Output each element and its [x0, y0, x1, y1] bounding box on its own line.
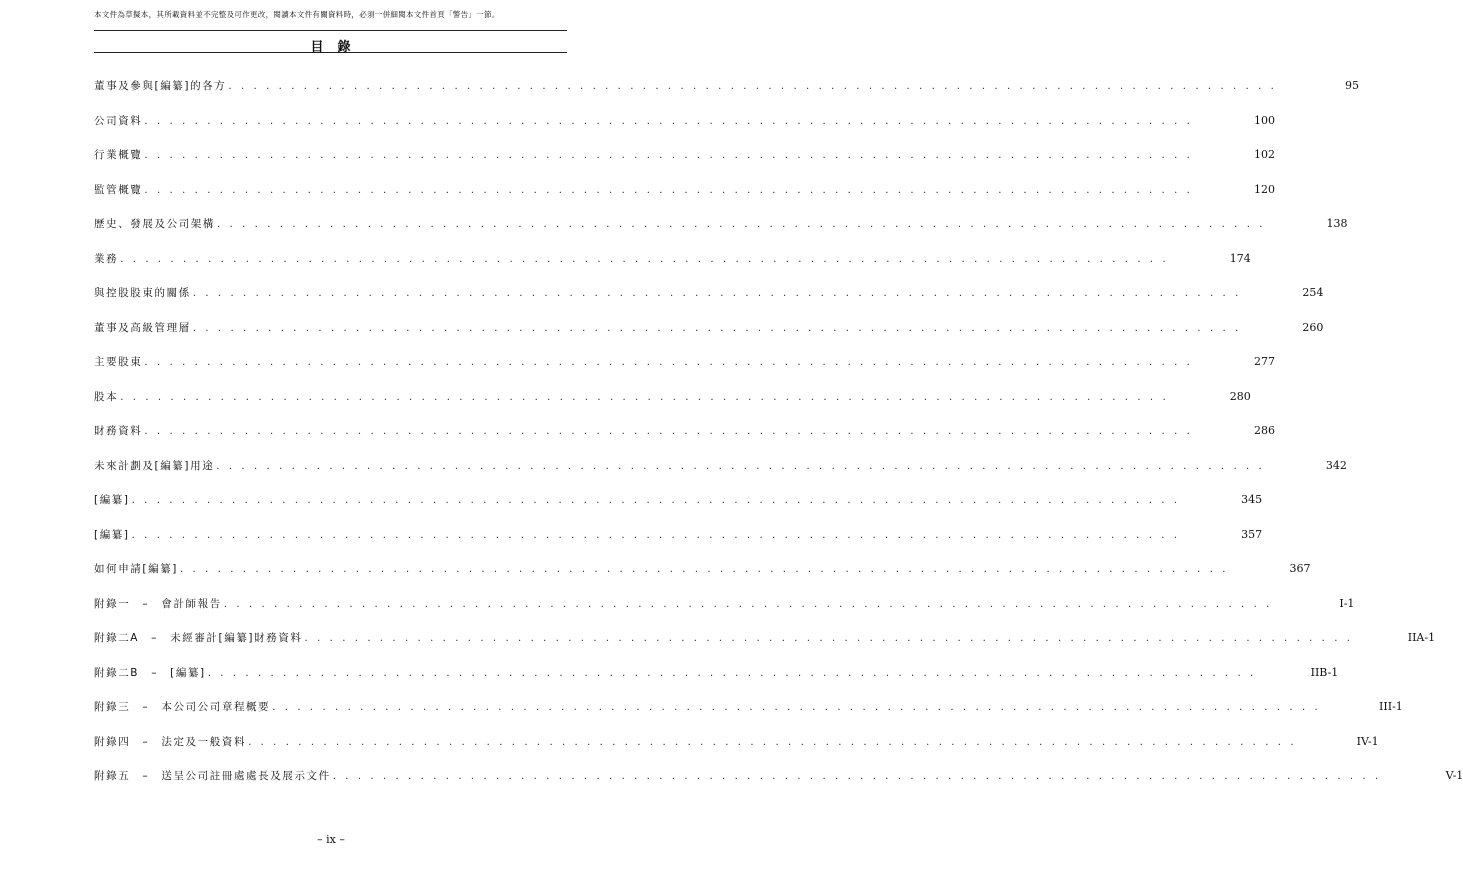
toc-entry-page: 138 — [1326, 217, 1348, 230]
toc-entry-page: 345 — [1241, 493, 1263, 506]
toc-leader-dots: . . . . . . . . . . . . . . . . . . . . . . . . . . . . . . . . . . . . . . . . . . . . . . . . . . . . . . . . . . . . . . . . . . . . . . . . . . . . . . . . . . . . — [120, 391, 1169, 403]
toc-entry[interactable] — [94, 734, 1379, 769]
toc-leader-dots: . . . . . . . . . . . . . . . . . . . . . . . . . . . . . . . . . . . . . . . . . . . . . . . . . . . . . . . . . . . . . . . . . . . . . . . . . . . . . . . . . . . . — [144, 184, 1193, 196]
toc-entry-page: I-1 — [1339, 596, 1355, 610]
toc-entry-page: 357 — [1241, 527, 1263, 541]
toc-leader-dots: . . . . . . . . . . . . . . . . . . . . . . . . . . . . . . . . . . . . . . . . . . . . . . . . . . . . . . . . . . . . . . . . . . . . . . . . . . . . . . . . . . . . — [144, 357, 1193, 368]
toc-entry-page: IIB-1 — [1310, 665, 1339, 679]
toc-leader-dots: . . . . . . . . . . . . . . . . . . . . . . . . . . . . . . . . . . . . . . . . . . . . . . . . . . . . . . . . . . . . . . . . . . . . . . . . . . . . . . . . . . . . — [248, 736, 1297, 748]
toc-leader-dots: . . . . . . . . . . . . . . . . . . . . . . . . . . . . . . . . . . . . . . . . . . . . . . . . . . . . . . . . . . . . . . . . . . . . . . . . . . . . . . . . . . . . — [216, 460, 1265, 472]
toc-entry-page: IV-1 — [1356, 734, 1379, 748]
toc-entry-title: 附錄五 – 送呈公司註冊處處長及展示文件 — [94, 770, 331, 782]
toc-leader-dots: . . . . . . . . . . . . . . . . . . . . . . . . . . . . . . . . . . . . . . . . . . . . . . . . . . . . . . . . . . . . . . . . . . . . . . . . . . . . . . . . . . . . — [217, 219, 1266, 230]
toc-entry-title: 公司資料 — [94, 114, 143, 127]
toc-leader-dots: . . . . . . . . . . . . . . . . . . . . . . . . . . . . . . . . . . . . . . . . . . . . . . . . . . . . . . . . . . . . . . . . . . . . . . . . . . . . . . . . . . . . — [180, 564, 1229, 575]
toc-entry-page: 280 — [1229, 389, 1251, 403]
toc-entry-page: 95 — [1344, 79, 1359, 92]
toc-entry-title: 業務 — [94, 252, 119, 265]
toc-entry[interactable] — [94, 458, 1347, 493]
toc-entry[interactable] — [94, 78, 1359, 113]
toc-entry[interactable] — [94, 492, 1263, 527]
toc-leader-dots: . . . . . . . . . . . . . . . . . . . . . . . . . . . . . . . . . . . . . . . . . . . . . . . . . . . . . . . . . . . . . . . . . . . . . . . . . . . . . . . . . . . . — [131, 495, 1181, 506]
toc-entry-page: IIA-1 — [1407, 631, 1436, 644]
toc-entry-page: 277 — [1253, 355, 1275, 368]
toc-leader-dots: . . . . . . . . . . . . . . . . . . . . . . . . . . . . . . . . . . . . . . . . . . . . . . . . . . . . . . . . . . . . . . . . . . . . . . . . . . . . . . . . . . . . — [272, 702, 1321, 713]
toc-leader-dots: . . . . . . . . . . . . . . . . . . . . . . . . . . . . . . . . . . . . . . . . . . . . . . . . . . . . . . . . . . . . . . . . . . . . . . . . . . . . . . . . . . . . — [192, 288, 1242, 299]
toc-leader-dots: . . . . . . . . . . . . . . . . . . . . . . . . . . . . . . . . . . . . . . . . . . . . . . . . . . . . . . . . . . . . . . . . . . . . . . . . . . . . . . . . . . . . — [228, 81, 1277, 92]
toc-entry[interactable] — [94, 699, 1403, 734]
toc-leader-dots: . . . . . . . . . . . . . . . . . . . . . . . . . . . . . . . . . . . . . . . . . . . . . . . . . . . . . . . . . . . . . . . . . . . . . . . . . . . . . . . . . . . . — [192, 322, 1242, 334]
toc-leader-dots: . . . . . . . . . . . . . . . . . . . . . . . . . . . . . . . . . . . . . . . . . . . . . . . . . . . . . . . . . . . . . . . . . . . . . . . . . . . . . . . . . . . . — [144, 150, 1193, 161]
draft-disclaimer: 本文件為草擬本，其所載資料並不完整及可作更改，閱讀本文件有關資料時，必須一併細閱本文件首頁「警告」一節。 — [94, 10, 500, 19]
page-number: – ix – — [317, 833, 345, 846]
toc-leader-dots: . . . . . . . . . . . . . . . . . . . . . . . . . . . . . . . . . . . . . . . . . . . . . . . . . . . . . . . . . . . . . . . . . . . . . . . . . . . . . . . . . . . . — [332, 771, 1382, 782]
toc-leader-dots: . . . . . . . . . . . . . . . . . . . . . . . . . . . . . . . . . . . . . . . . . . . . . . . . . . . . . . . . . . . . . . . . . . . . . . . . . . . . . . . . . . . . — [144, 115, 1193, 127]
page-title: 目錄 — [310, 40, 365, 55]
toc-entry-page: 254 — [1302, 286, 1324, 299]
toc-entry[interactable] — [94, 561, 1311, 596]
toc-entry[interactable] — [94, 147, 1275, 182]
toc-entry[interactable] — [94, 630, 1436, 665]
header-top-rule — [94, 30, 567, 31]
toc-entry-title: 附錄一 – 會計師報告 — [94, 597, 222, 610]
toc-leader-dots: . . . . . . . . . . . . . . . . . . . . . . . . . . . . . . . . . . . . . . . . . . . . . . . . . . . . . . . . . . . . . . . . . . . . . . . . . . . . . . . . . . . . — [304, 633, 1354, 644]
toc-leader-dots: . . . . . . . . . . . . . . . . . . . . . . . . . . . . . . . . . . . . . . . . . . . . . . . . . . . . . . . . . . . . . . . . . . . . . . . . . . . . . . . . . . . . — [144, 426, 1193, 437]
toc-entry[interactable] — [94, 113, 1275, 148]
toc-entry-title: 未來計劃及[編纂]用途 — [94, 459, 215, 472]
toc-entry-title: 與控股股東的關係 — [94, 287, 191, 299]
toc-entry-page: 120 — [1253, 182, 1275, 196]
toc-entry-page: 174 — [1229, 251, 1251, 265]
toc-leader-dots: . . . . . . . . . . . . . . . . . . . . . . . . . . . . . . . . . . . . . . . . . . . . . . . . . . . . . . . . . . . . . . . . . . . . . . . . . . . . . . . . . . . . — [207, 667, 1257, 679]
toc-entry-title: 行業概覽 — [94, 149, 143, 161]
toc-entry[interactable] — [94, 285, 1324, 320]
toc-entry-title: 財務資料 — [94, 425, 143, 437]
toc-entry-title: 歷史、發展及公司架構 — [94, 218, 215, 230]
toc-leader-dots: . . . . . . . . . . . . . . . . . . . . . . . . . . . . . . . . . . . . . . . . . . . . . . . . . . . . . . . . . . . . . . . . . . . . . . . . . . . . . . . . . . . . — [223, 598, 1273, 610]
toc-entry[interactable] — [94, 768, 1463, 803]
toc-entry[interactable] — [94, 596, 1355, 631]
toc-entry-title: [編纂] — [94, 494, 130, 506]
header-bottom-rule — [94, 52, 567, 53]
toc-entry-title: 附錄三 – 本公司公司章程概要 — [94, 701, 271, 713]
toc-entry-page: III-1 — [1379, 700, 1403, 713]
toc-entry-page: 342 — [1325, 458, 1347, 472]
toc-entry-title: [編纂] — [94, 528, 130, 541]
toc-entry-title: 附錄二A – 未經審計[編纂]財務資料 — [94, 632, 303, 644]
toc-leader-dots: . . . . . . . . . . . . . . . . . . . . . . . . . . . . . . . . . . . . . . . . . . . . . . . . . . . . . . . . . . . . . . . . . . . . . . . . . . . . . . . . . . . . — [131, 529, 1181, 541]
toc-entry[interactable] — [94, 354, 1275, 389]
toc-entry[interactable] — [94, 216, 1348, 251]
toc-entry[interactable] — [94, 527, 1263, 562]
toc-entry-title: 主要股東 — [94, 356, 143, 368]
toc-entry-title: 股本 — [94, 390, 119, 403]
toc-entry[interactable] — [94, 665, 1339, 700]
toc-entry[interactable] — [94, 182, 1275, 217]
toc-entry-title: 如何申請[編纂] — [94, 563, 178, 575]
toc-entry-title: 監管概覽 — [94, 183, 143, 196]
toc-entry-title: 董事及高級管理層 — [94, 321, 191, 334]
toc-entry-page: 286 — [1253, 424, 1275, 437]
toc-entry-page: 100 — [1253, 113, 1275, 127]
table-of-contents — [94, 78, 1463, 803]
toc-entry-title: 董事及參與[編纂]的各方 — [94, 80, 227, 92]
toc-entry[interactable] — [94, 251, 1251, 286]
toc-entry-page: 260 — [1302, 320, 1324, 334]
toc-entry[interactable] — [94, 389, 1251, 424]
toc-entry[interactable] — [94, 423, 1275, 458]
toc-entry-page: 102 — [1253, 148, 1275, 161]
toc-entry-title: 附錄二B – [編纂] — [94, 666, 206, 679]
toc-entry-page: 367 — [1289, 562, 1311, 575]
toc-leader-dots: . . . . . . . . . . . . . . . . . . . . . . . . . . . . . . . . . . . . . . . . . . . . . . . . . . . . . . . . . . . . . . . . . . . . . . . . . . . . . . . . . . . . — [120, 253, 1169, 265]
toc-entry[interactable] — [94, 320, 1324, 355]
toc-entry-page: V-1 — [1445, 769, 1463, 782]
toc-entry-title: 附錄四 – 法定及一般資料 — [94, 735, 247, 748]
